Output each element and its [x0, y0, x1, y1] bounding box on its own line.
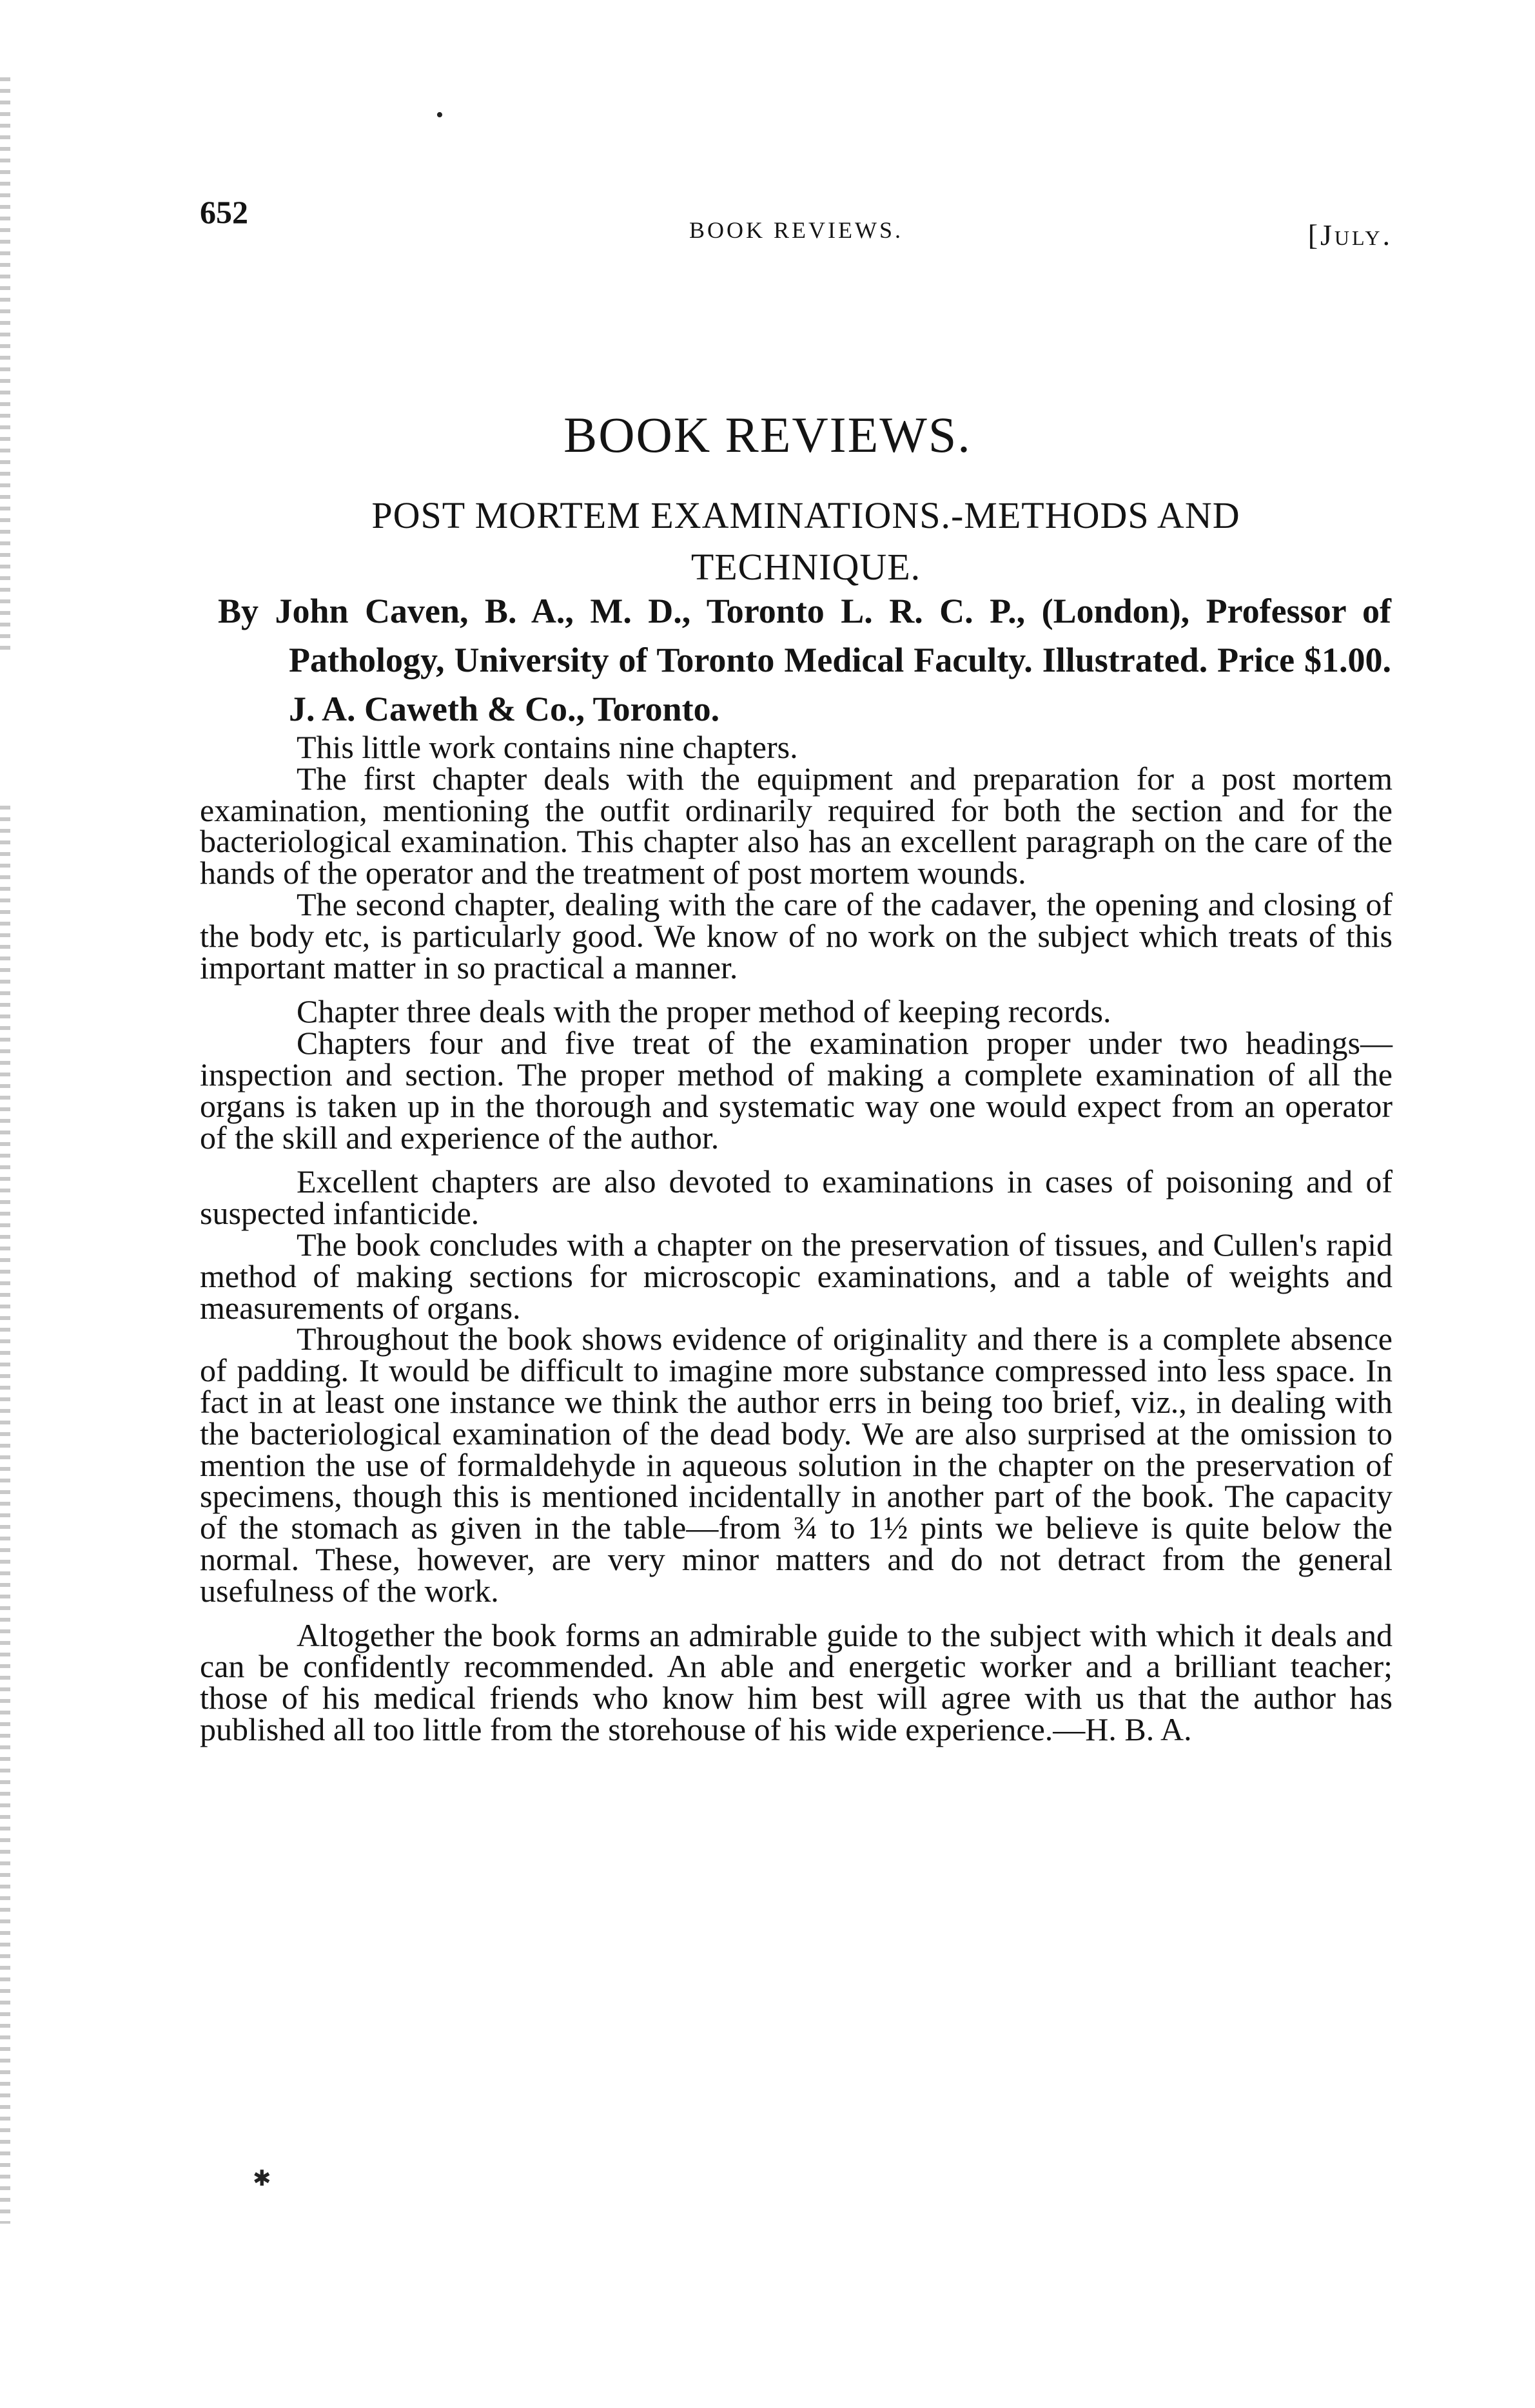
review-paragraph: Throughout the book shows evidence of originality and there is a complete absence of padding. It would be difficult to imagine more substance compressed into less space. In fact in at least one instance we think the author errs in being too brief, viz., in dealing with the bacteriological examination of the dead body. We are also surprised at the omission to mention the use of formaldehyde in aqueous solution in the chapter on the preservation of specimens, though this is mentioned incidentally in another part of the book. The capacity of the stomach as given in the table—from ¾ to 1½ pints we believe is quite below the normal. These, however, are very minor matters and do not detract from the general usefulness of the work.: [200, 1321, 1393, 1609]
review-paragraph: The second chapter, dealing with the care of the cadaver, the opening and closing of the body etc, is particularly good. We know of no work on the subject which treats of this important matter in so practical a manner.: [200, 886, 1393, 986]
running-month: [July.: [1307, 218, 1393, 251]
speck-mark: ✱: [253, 2167, 271, 2191]
review-paragraph: Chapters four and five treat of the examination proper under two headings—inspection and section. The proper method of making a complete examination of all the organs is taken up in the thorough and systematic way one would expect from an operator of the skill and experience of the author.: [200, 1025, 1393, 1156]
scan-edge-shadow: [0, 806, 10, 2224]
review-body: [200, 729, 1393, 1747]
section-title: BOOK REVIEWS.: [563, 407, 972, 463]
review-paragraph: Excellent chapters are also devoted to examinations in cases of poisoning and of suspected infanticide.: [200, 1163, 1393, 1232]
book-byline: By John Caven, B. A., M. D., Toronto L. R. C. P., (London), Professor of Pathology, University of Toronto Medical Faculty. Illustrated. Price $1.00. J. A. Caweth & Co., Toronto.: [218, 592, 1391, 728]
review-paragraph: The first chapter deals with the equipment and preparation for a post mortem examination, mentioning the outfit ordinarily required for both the section and for the bacteriological examination. This chapter also has an excellent paragraph on the care of the hands of the operator and the treatment of post mortem wounds.: [200, 760, 1393, 891]
scan-edge-shadow: [0, 77, 10, 657]
running-head: [200, 187, 1393, 251]
book-title: POST MORTEM EXAMINATIONS.-METHODS AND TECHNIQUE.: [371, 494, 1240, 588]
page-number: 652: [200, 194, 248, 230]
review-paragraph: The book concludes with a chapter on the preservation of tissues, and Cullen's rapid method of making sections for microscopic examinations, and a table of weights and measurements of organs.: [200, 1226, 1393, 1326]
review-paragraph: Chapter three deals with the proper method of keeping records.: [297, 993, 1111, 1030]
review-paragraph: This little work contains nine chapters.: [297, 729, 798, 765]
running-title: BOOK REVIEWS.: [689, 217, 903, 243]
speck-mark: •: [436, 103, 444, 127]
review-paragraph: Altogether the book forms an admirable guide to the subject with which it deals and can be confidently recommended. An able and energetic worker and a brilliant teacher; those of his medical friends who know him best will agree with us that the author has published all too little from the storehouse of his wide experience.—H. B. A.: [200, 1617, 1393, 1747]
